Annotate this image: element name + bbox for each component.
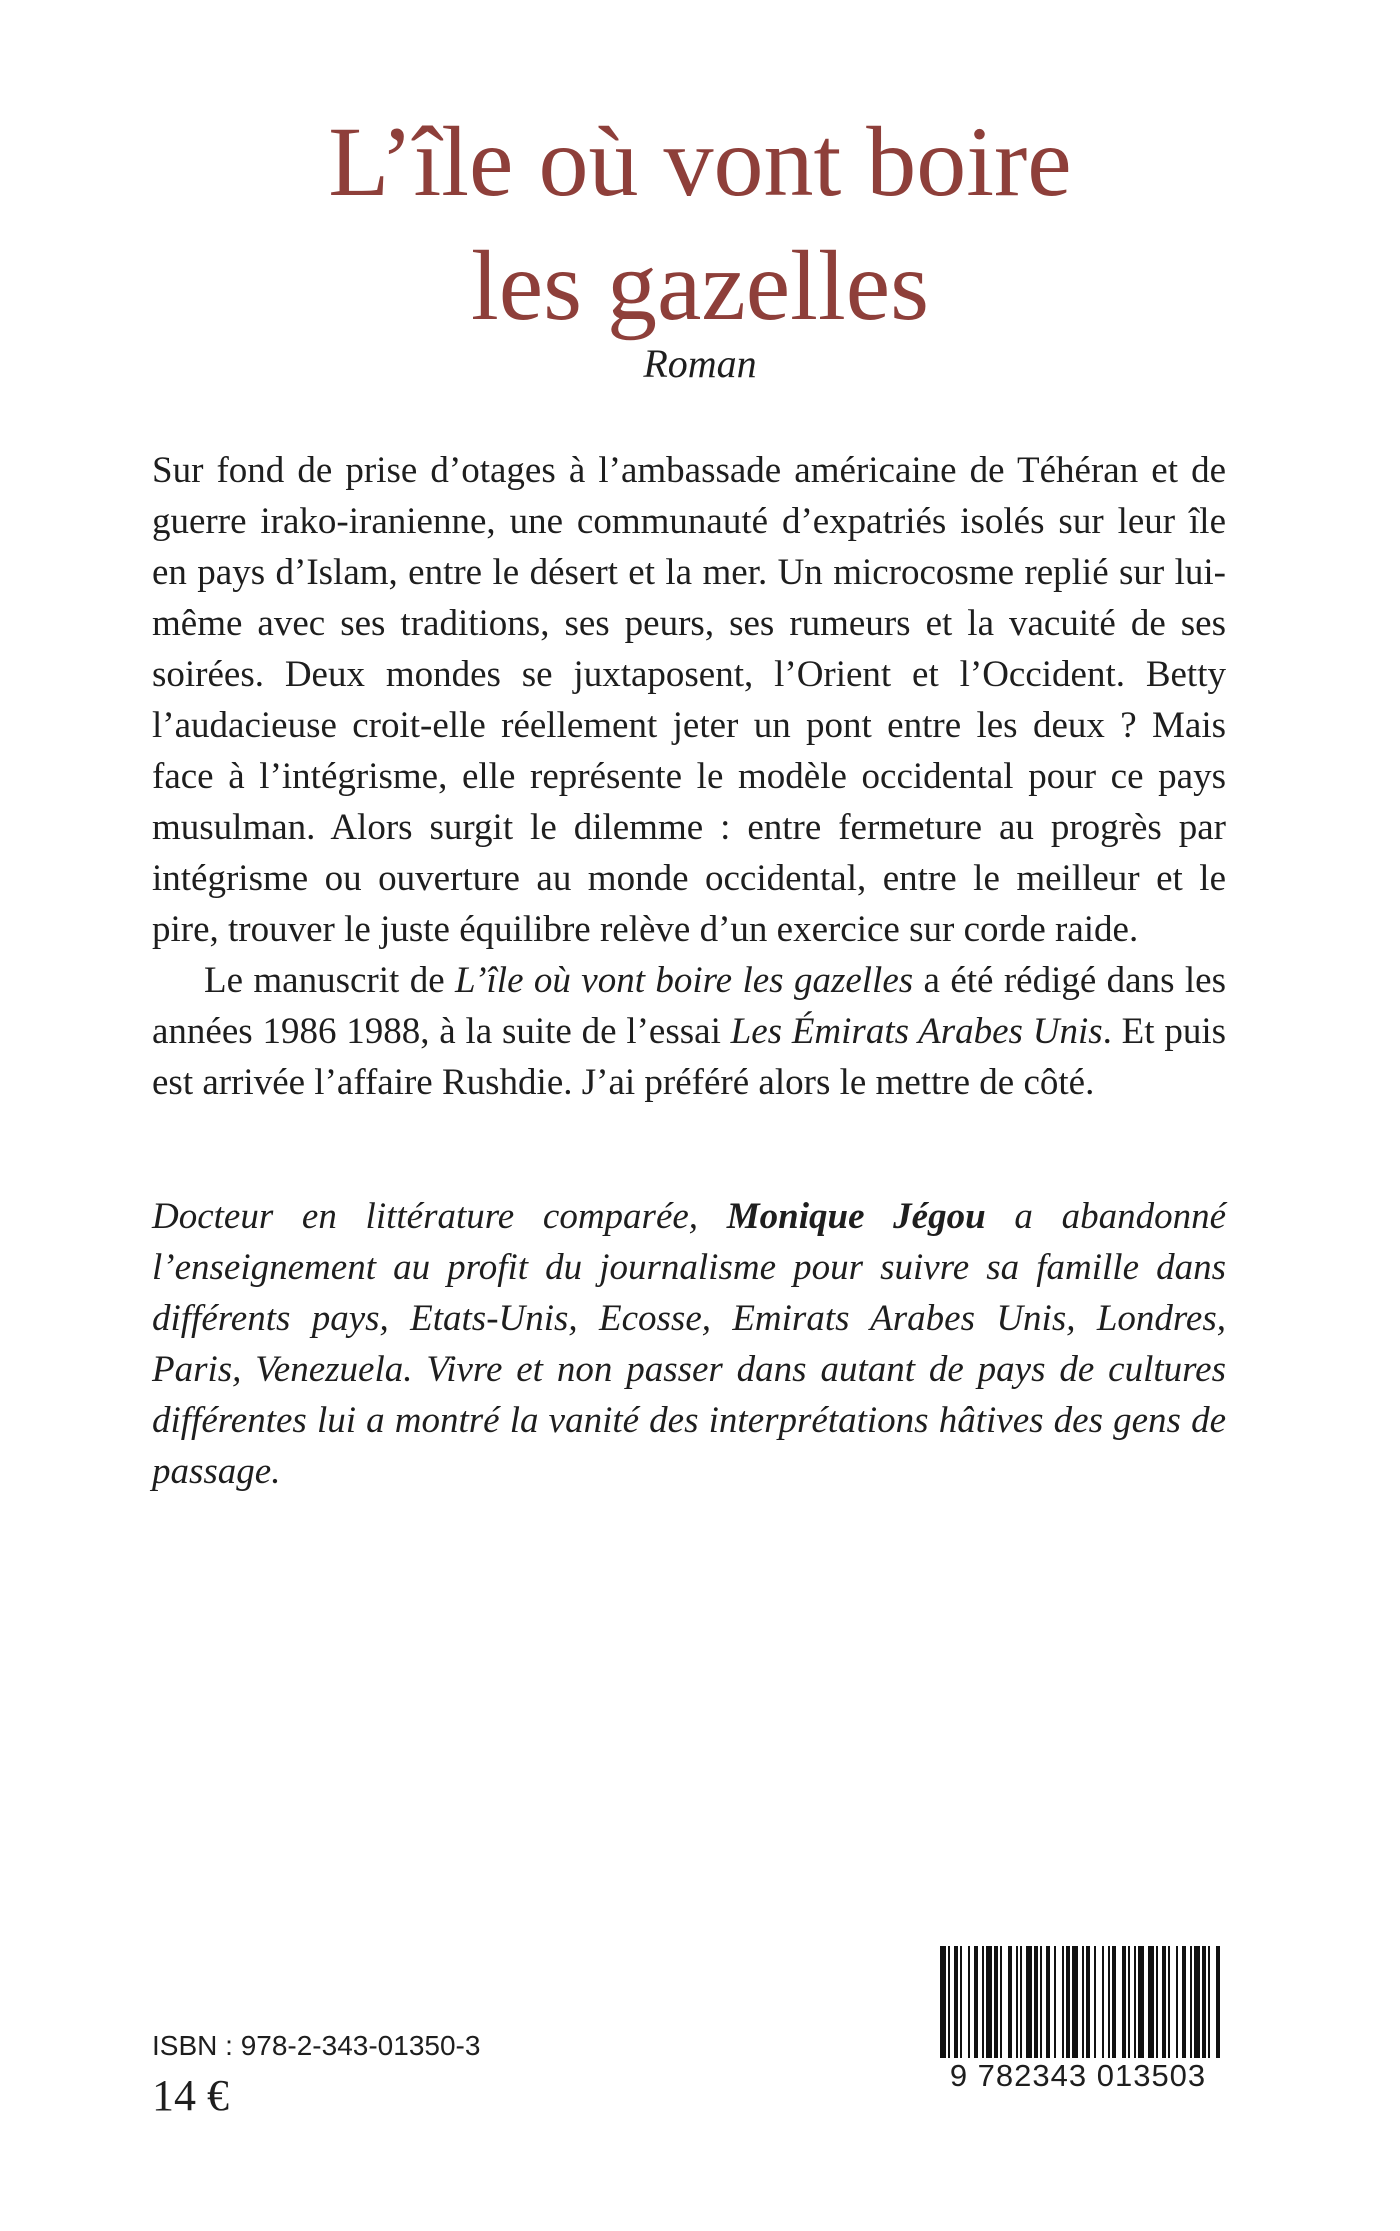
barcode-bar	[1122, 1946, 1126, 2058]
barcode-bar	[974, 1946, 978, 2058]
summary-book-title-italic: L’île où vont boire les gazelles	[455, 960, 914, 1001]
barcode-bar	[1020, 1946, 1022, 2058]
barcode-bar	[982, 1946, 984, 2058]
summary-paragraph-1: Sur fond de prise d’otages à l’ambassade américaine de Téhéran et de guerre irako-iranienne, une communauté d’expatriés isolés sur leur île en pays d’Islam, entre le désert et la mer. Un microcosme replié sur lui-même avec ses traditions, ses peurs, ses rumeurs et la vacuité de ses soirées. Deux mondes se juxtaposent, l’Orient et l’Occident. Betty l’audacieuse croit-elle réellement jeter un pont entre les deux ? Mais face à l’intégrisme, elle représente le modèle occidental pour ce pays musulman. Alors surgit le dilemme : entre fermeture au progrès par intégrisme ou ouverture au monde occidental, entre le meilleur et le pire, trouver le juste équilibre relève d’un exercice sur corde raide.	[152, 450, 1226, 950]
barcode-bar	[1168, 1946, 1170, 2058]
book-summary	[152, 445, 1226, 1108]
barcode-bar	[1062, 1946, 1064, 2058]
barcode-bar	[1148, 1946, 1154, 2058]
barcode-bar	[948, 1946, 950, 2058]
barcode-bar	[1194, 1946, 1200, 2058]
barcode-bar	[1008, 1946, 1012, 2058]
barcode-bar	[1176, 1946, 1178, 2058]
book-title-line-1: L’île où vont boire	[328, 106, 1072, 217]
barcode-bar	[1046, 1946, 1050, 2058]
summary-p2-text-1: Le manuscrit de	[204, 960, 455, 1001]
barcode-bar	[1190, 1946, 1192, 2058]
barcode-bar	[940, 1946, 946, 2058]
barcode-digits: 9 782343 013503	[949, 2058, 1207, 2093]
summary-p2-text-3: . Et puis est arrivée l’affaire Rushdie. J’ai préféré alors le mettre de côté.	[152, 1011, 1226, 1103]
barcode-bar	[1082, 1946, 1084, 2058]
book-title	[0, 100, 1400, 348]
author-name: Monique Jégou	[726, 1196, 986, 1237]
barcode-bar	[1094, 1946, 1096, 2058]
barcode-bar	[1138, 1946, 1144, 2058]
barcode-bar	[1086, 1946, 1090, 2058]
barcode-bar	[1208, 1946, 1210, 2058]
price-label: 14 €	[152, 2071, 229, 2120]
barcode-bar	[1054, 1946, 1056, 2058]
barcode-bar	[1072, 1946, 1078, 2058]
barcode-bar	[1016, 1946, 1018, 2058]
author-bio	[152, 1191, 1226, 1497]
barcode-bar	[960, 1946, 962, 2058]
barcode-bar	[954, 1946, 958, 2058]
barcode-bar	[1108, 1946, 1110, 2058]
barcode-bar	[1102, 1946, 1104, 2058]
barcode-bar	[1216, 1946, 1220, 2058]
summary-paragraph-2	[152, 955, 1226, 1108]
genre-subtitle: Roman	[643, 341, 757, 386]
summary-p2-text-2: a été rédigé dans les années 1986 1988, à la suite de l’essai	[152, 960, 1226, 1052]
barcode-bar	[994, 1946, 998, 2058]
summary-essay-title-italic: Les Émirats Arabes Unis	[730, 1011, 1103, 1052]
barcode-bar	[1156, 1946, 1158, 2058]
barcode	[928, 1946, 1228, 2094]
barcode-bar	[1034, 1946, 1038, 2058]
barcode-bar	[1134, 1946, 1136, 2058]
isbn-label: ISBN : 978-2-343-01350-3	[152, 2030, 481, 2061]
barcode-bar	[1040, 1946, 1042, 2058]
barcode-bar	[1112, 1946, 1116, 2058]
barcode-bar	[1066, 1946, 1070, 2058]
book-title-line-2: les gazelles	[470, 230, 930, 341]
barcode-bar	[1000, 1946, 1002, 2058]
barcode-bar	[986, 1946, 992, 2058]
barcode-bars-graphic	[928, 1946, 1228, 2058]
barcode-bar	[968, 1946, 970, 2058]
author-bio-paragraph	[152, 1191, 1226, 1497]
barcode-bar	[1202, 1946, 1206, 2058]
barcode-bar	[1128, 1946, 1130, 2058]
author-bio-text-2: a abandonné l’enseignement au profit du journalisme pour suivre sa famille dans différents pays, Etats-Unis, Ecosse, Emirats Arabes Unis, Londres, Paris, Venezuela. Vivre et non passer dans autant de pays de cultures différentes lui a montré la vanité des interprétations hâtives des gens de passage.	[152, 1196, 1226, 1492]
barcode-bar	[1182, 1946, 1186, 2058]
author-bio-text-1: Docteur en littérature comparée,	[152, 1196, 727, 1237]
barcode-bar	[1026, 1946, 1032, 2058]
barcode-bar	[1162, 1946, 1166, 2058]
